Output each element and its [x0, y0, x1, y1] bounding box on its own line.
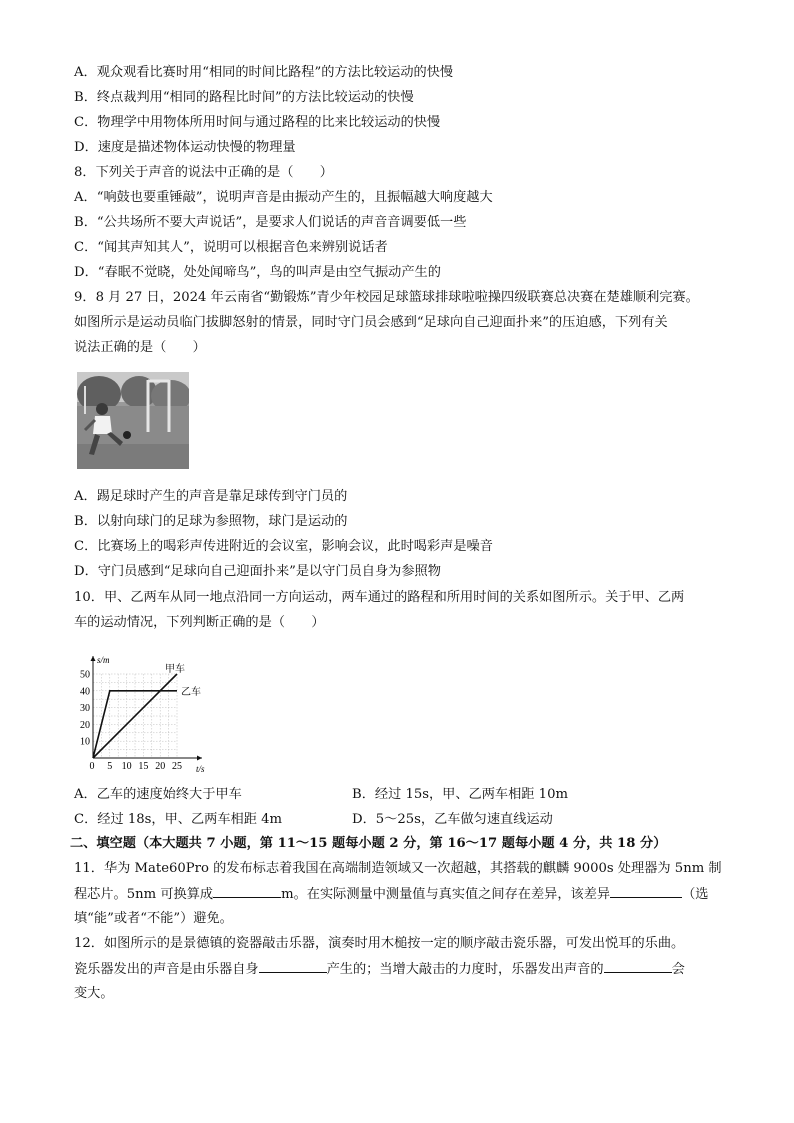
q10-option-a: A．乙车的速度始终大于甲车 — [74, 787, 242, 802]
s-t-graph-svg — [72, 652, 212, 774]
q10-stem-line-2: 车的运动情况，下列判断正确的是（ ） — [74, 615, 325, 630]
x-tick-label: 25 — [172, 761, 182, 772]
x-tick-label: 0 — [89, 761, 95, 772]
q9-stem-line-2: 如图所示是运动员临门拔脚怒射的情景，同时守门员会感到“足球向自己迎面扑来”的压迫感，下列有关 — [74, 315, 668, 330]
x-tick-label: 5 — [107, 761, 113, 772]
x-tick-label: 10 — [121, 761, 132, 772]
soccer-kick-photo — [77, 372, 189, 469]
q8-option-c: C．“闻其声知其人”，说明可以根据音色来辨别说话者 — [74, 240, 388, 255]
q10-option-d: D．5～25s，乙车做匀速直线运动 — [352, 812, 553, 827]
q7-option-c: C．物理学中用物体所用时间与通过路程的比来比较运动的快慢 — [74, 115, 441, 130]
q8-option-a: A．“响鼓也要重锤敲”，说明声音是由振动产生的，且振幅越大响度越大 — [74, 190, 493, 205]
series-label-1: 甲车 — [165, 664, 185, 675]
q12-blank-2[interactable] — [604, 960, 672, 973]
y-axis-label: s/m — [97, 655, 110, 665]
s-t-graph — [72, 652, 212, 774]
q10-option-b: B．经过 15s，甲、乙两车相距 10m — [352, 787, 568, 802]
q11-text-a: 程芯片。5nm 可换算成 — [74, 887, 214, 902]
q7-option-b: B．终点裁判用“相同的路程比时间”的方法比较运动的快慢 — [74, 90, 414, 105]
y-tick-label: 10 — [80, 736, 90, 748]
q8-stem: 8．下列关于声音的说法中正确的是（ ） — [74, 165, 333, 180]
q9-option-b: B．以射向球门的足球为参照物，球门是运动的 — [74, 514, 348, 529]
q11-text-b: m。在实际测量中测量值与真实值之间存在差异，该差异 — [281, 887, 611, 902]
q12-line-1: 12．如图所示的是景德镇的瓷器敲击乐器，演奏时用木槌按一定的顺序敲击瓷乐器，可发出悦耳的乐曲。 — [74, 936, 685, 951]
q9-option-d: D．守门员感到“足球向自己迎面扑来”是以守门员自身为参照物 — [74, 564, 441, 579]
q11-line-2 — [74, 885, 708, 904]
q10-option-c: C．经过 18s，甲、乙两车相距 4m — [74, 812, 282, 827]
q9-stem-line-1: 9．8 月 27 日，2024 年云南省“勤锻炼”青少年校园足球篮球排球啦啦操四级联赛总决赛在楚雄顺利完赛。 — [74, 290, 699, 305]
q11-text-c: （选 — [682, 887, 709, 902]
q12-line-3: 变大。 — [74, 986, 114, 1001]
y-tick-label: 30 — [80, 703, 90, 715]
section-2-heading: 二、填空题（本大题共 7 小题，第 11～15 题每小题 2 分，第 16～17 题每小题 4 分，共 18 分） — [70, 836, 667, 851]
q10-stem-line-1: 10．甲、乙两车从同一地点沿同一方向运动，两车通过的路程和所用时间的关系如图所示。关于甲、乙两 — [74, 590, 685, 605]
q12-line-2 — [74, 960, 685, 979]
q11-line-3: 填“能”或者“不能”）避免。 — [74, 911, 233, 926]
q8-option-b: B．“公共场所不要大声说话”，是要求人们说话的声音音调要低一些 — [74, 215, 467, 230]
y-tick-label: 40 — [80, 686, 90, 698]
q7-option-a: A．观众观看比赛时用“相同的时间比路程”的方法比较运动的快慢 — [74, 65, 454, 80]
series-label-2: 乙车 — [181, 686, 201, 698]
y-tick-label: 50 — [80, 669, 90, 681]
q7-option-d: D．速度是描述物体运动快慢的物理量 — [74, 140, 296, 155]
q9-stem-line-3: 说法正确的是（ ） — [74, 340, 206, 355]
q9-option-a: A．踢足球时产生的声音是靠足球传到守门员的 — [74, 489, 348, 504]
q12-text-c: 会 — [671, 962, 685, 977]
q12-text-b: 产生的；当增大敲击的力度时，乐器发出声音的 — [326, 962, 604, 977]
q11-blank-1[interactable] — [213, 885, 281, 898]
q12-blank-1[interactable] — [259, 960, 327, 973]
x-tick-label: 20 — [155, 761, 166, 772]
x-axis-label: t/s — [196, 764, 205, 774]
y-tick-label: 20 — [80, 719, 90, 731]
y-axis-arrow — [91, 656, 96, 661]
x-axis-arrow — [197, 756, 202, 761]
q9-option-c: C．比赛场上的喝彩声传进附近的会议室，影响会议，此时喝彩声是噪音 — [74, 539, 493, 554]
q8-option-d: D．“春眠不觉晓，处处闻啼鸟”，鸟的叫声是由空气振动产生的 — [74, 265, 441, 280]
x-tick-label: 15 — [138, 761, 149, 772]
soccer-kick-photo-drawing — [77, 372, 189, 469]
q12-text-a: 瓷乐器发出的声音是由乐器自身 — [74, 962, 259, 977]
q11-line-1: 11．华为 Mate60Pro 的发布标志着我国在高端制造领域又一次超越，其搭载的麒麟 9000s 处理器为 5nm 制 — [74, 861, 722, 876]
q11-blank-2[interactable] — [610, 885, 682, 898]
